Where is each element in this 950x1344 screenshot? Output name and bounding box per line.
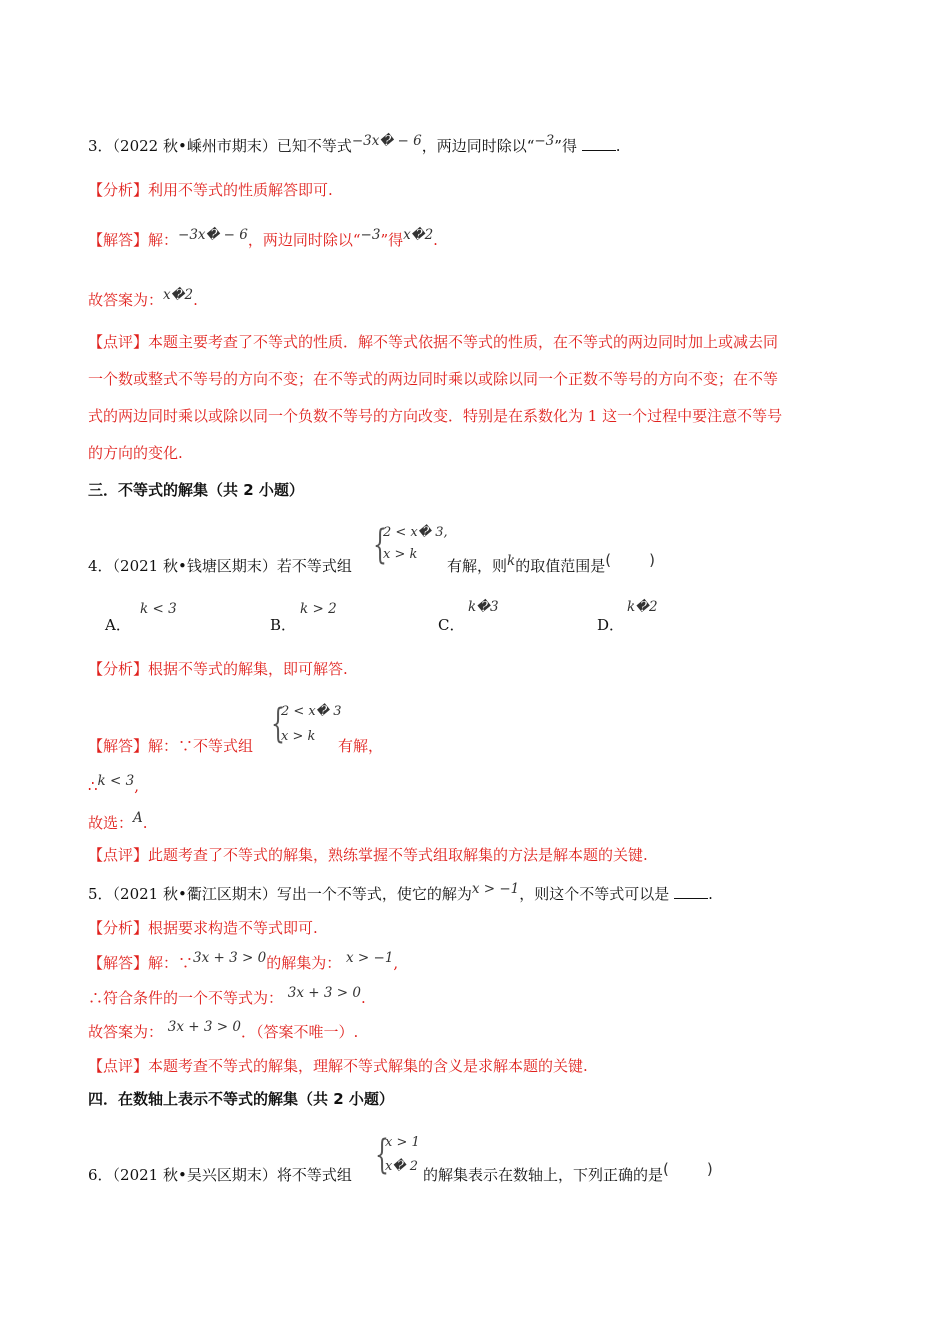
solution-tag: 【解答】 (88, 231, 149, 249)
q4-option-b-label: B． (270, 616, 297, 634)
answer-text: 故答案为： (88, 291, 164, 309)
answer-value: A (133, 810, 143, 826)
comment-tag: 【点评】 (88, 846, 149, 864)
q3-inequality: −3x� − 6 (351, 133, 422, 149)
system-row-1: 2 < x� 3 (281, 704, 342, 719)
system-row-2: x > k (281, 729, 316, 744)
q3-comment-line2: 一个数或整式不等号的方向不变；在不等式的两边同时乘以或除以同一个正数不等号的方向不变；在不等 (88, 370, 779, 388)
q4-source: （2021 秋•钱塘区期末） (112, 557, 277, 575)
system-row-1: 2 < x� 3, (383, 525, 448, 540)
q6-question-tail (423, 1160, 713, 1185)
answer-text: . (353, 1023, 359, 1041)
comment-text: 本题考查不等式的解集，理解不等式解集的含义是求解本题的关键. (148, 1057, 588, 1075)
q4-conclusion (88, 773, 139, 797)
q6-number: 6． (88, 1166, 113, 1184)
answer-text: . (193, 291, 198, 309)
therefore: ∴ (88, 777, 98, 795)
answer-blank (582, 136, 616, 151)
q5-number: 5． (88, 885, 113, 903)
paren-open: ( (605, 551, 612, 569)
solution-text: , (134, 777, 139, 795)
q6-text: 的解集表示在数轴上，下列正确的是 (423, 1166, 664, 1184)
analysis-tag: 【分析】 (88, 660, 149, 678)
q3-text: ，两边同时除以“ (421, 137, 535, 155)
solution-result: x > −1 (346, 950, 394, 966)
q4-option-c-label: C． (438, 616, 465, 634)
q4-analysis (88, 659, 348, 679)
solution-text: ∴符合条件的一个不等式为： (88, 989, 284, 1007)
q3-comment-line3: 式的两边同时乘以或除以同一个负数不等号的方向改变．特别是在系数化为 1 这一个过程中要注意不等号 (88, 407, 783, 425)
q5-text: . (708, 885, 713, 903)
answer-value: x�2 (163, 287, 194, 303)
q4-option-a-label: A． (105, 616, 131, 634)
answer-note: ．（答案不唯一） (240, 1023, 354, 1041)
solution-result: x�2 (403, 227, 434, 243)
solution-text: . (360, 989, 366, 1007)
comment-tag: 【点评】 (88, 1057, 149, 1075)
q5-question (88, 881, 713, 905)
q4-option-d[interactable] (597, 596, 658, 617)
option-value: k < 3 (140, 601, 177, 617)
q4-answer (88, 810, 148, 834)
answer-blank (674, 884, 708, 899)
q5-answer (88, 1019, 359, 1043)
answer-value: 3x + 3 > 0 (167, 1019, 241, 1035)
analysis-tag: 【分析】 (88, 181, 149, 199)
left-brace: { (373, 522, 387, 568)
paren-open: ( (663, 1160, 669, 1178)
left-brace: { (375, 1132, 389, 1178)
section-title: 四．在数轴上表示不等式的解集（共 2 小题） (88, 1090, 394, 1108)
solution-text: 解：∵不等式组 (148, 737, 254, 755)
q5-source: （2021 秋•衢江区期末） (112, 885, 277, 903)
solution-text: , (393, 954, 399, 972)
answer-text: 故答案为： (88, 1023, 164, 1041)
q3-number: 3． (88, 137, 113, 155)
solution-text: 的解集为： (266, 954, 342, 972)
left-brace: { (271, 701, 285, 747)
q4-option-c[interactable] (438, 596, 499, 617)
comment-text: 本题主要考查了不等式的性质．解不等式依据不等式的性质，在不等式的两边同时加上或减去同 (148, 333, 779, 351)
comment-tag: 【点评】 (88, 333, 149, 351)
q5-conclusion (88, 985, 366, 1009)
q4-question-tail (447, 551, 655, 577)
answer-text: . (142, 814, 148, 832)
q6-source: （2021 秋•吴兴区期末） (112, 1166, 277, 1184)
q3-answer (88, 287, 198, 311)
q3-text: ”得 (554, 137, 577, 155)
paren-close: ) (706, 1160, 713, 1178)
analysis-text: 根据要求构造不等式即可. (148, 919, 318, 937)
system-row-2: x� 2 (385, 1159, 419, 1174)
analysis-tag: 【分析】 (88, 919, 149, 937)
q5-text: 写出一个不等式，使它的解为 (276, 885, 472, 903)
q4-option-d-label: D． (597, 616, 625, 634)
q3-source: （2022 秋•嵊州市期末） (112, 137, 277, 155)
answer-text: 故选： (88, 814, 134, 832)
solution-text: . (433, 231, 438, 249)
q4-number: 4． (88, 557, 113, 575)
solution-tag: 【解答】 (88, 737, 149, 755)
q4-var: k (507, 553, 516, 569)
solution-inequality: 3x + 3 > 0 (193, 950, 267, 966)
section-title: 三．不等式的解集（共 2 小题） (88, 481, 304, 499)
q4-text: 有解，则 (447, 557, 508, 575)
q5-text: ，则这个不等式可以是 (519, 885, 670, 903)
solution-text: 解： (148, 231, 179, 249)
solution-inequality: 3x + 3 > 0 (287, 985, 361, 1001)
q4-text: 若不等式组 (276, 557, 352, 575)
q5-comment (88, 1056, 588, 1076)
q3-comment-line4: 的方向的变化. (88, 444, 183, 462)
solution-divisor: −3 (360, 227, 381, 243)
q4-solution (88, 736, 253, 756)
q4-question (88, 556, 352, 576)
q3-solution (88, 227, 438, 251)
option-value: k�3 (468, 599, 499, 615)
q3-text: . (615, 137, 621, 155)
solution-text: 解：∵ (148, 954, 194, 972)
option-value: k�2 (627, 599, 658, 615)
comment-text: 此题考查了不等式的解集，熟练掌握不等式组取解集的方法是解本题的关键. (148, 846, 648, 864)
analysis-text: 利用不等式的性质解答即可. (148, 181, 333, 199)
analysis-text: 根据不等式的解集，即可解答. (148, 660, 348, 678)
q4-comment (88, 845, 648, 865)
solution-inequality: −3x� − 6 (178, 227, 248, 243)
conclusion: k < 3 (97, 773, 135, 789)
q4-solution-tail: 有解， (338, 737, 384, 755)
q3-question (88, 133, 621, 157)
solution-text: ，两边同时除以“ (247, 231, 361, 249)
q3-divisor: −3 (534, 133, 555, 149)
paren-close: ) (649, 551, 655, 569)
system-row-2: x > k (383, 547, 418, 562)
solution-tag: 【解答】 (88, 954, 149, 972)
q3-text: 已知不等式 (276, 137, 352, 155)
q6-question (88, 1165, 352, 1185)
q3-analysis (88, 180, 333, 200)
q5-solution-expr: x > −1 (471, 881, 520, 897)
q6-text: 将不等式组 (276, 1166, 352, 1184)
q4-text: 的取值范围是 (515, 557, 606, 575)
option-value: k > 2 (300, 601, 337, 617)
q3-comment-line1 (88, 332, 778, 352)
solution-text: ”得 (380, 231, 404, 249)
q5-analysis (88, 918, 318, 938)
system-row-1: x > 1 (385, 1135, 420, 1150)
q5-solution (88, 950, 399, 974)
